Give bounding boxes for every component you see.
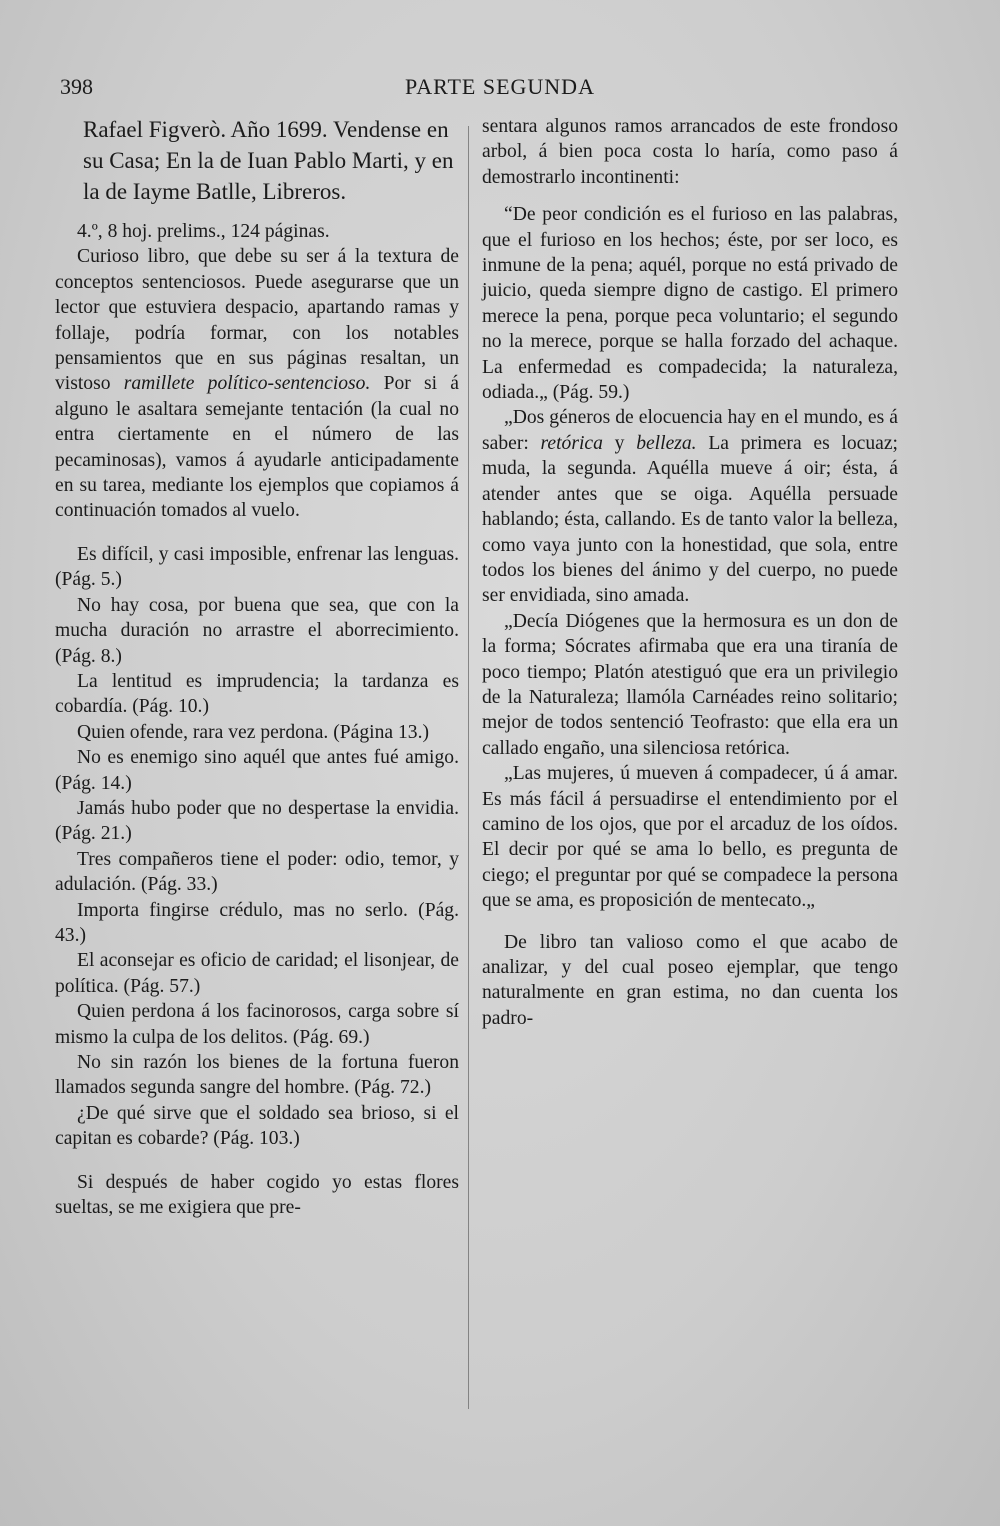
right-column xyxy=(482,114,898,1031)
aphorism: Importa fingirse crédulo, mas no serlo. (Pág. 43.) xyxy=(55,899,459,946)
aphorism: Jamás hubo poder que no despertase la envidia. (Pág. 21.) xyxy=(55,797,459,845)
aphorism-list xyxy=(55,542,459,1152)
quote-paragraph xyxy=(482,405,898,608)
column-divider xyxy=(468,126,469,1409)
quote-paragraph: „Las mujeres, ú mueven á compadecer, ú á amar. Es más fácil á persuadirse el entendimiento por el camino de los ojos, que por el arcaduz de los oídos. El decir por qué se ama lo bello, es pregunta de ciego; el preguntar por qué se compadece la persona que se ama, es proposición de mentecato.„ xyxy=(482,763,898,912)
aphorism: ¿De qué sirve que el soldado sea brioso, si el capitan es cobarde? (Pág. 103.) xyxy=(55,1102,459,1150)
commentary-text-1: Curioso libro, que debe su ser á la textura de conceptos sentenciosos. Puede asegurarse que un lector que estuviera despacio, apartando ramas y follaje, podría formar, con los notables pensamientos que en sus páginas resaltan, un vistoso xyxy=(55,246,459,395)
quote-paragraph: “De peor condición es el furioso en las palabras, que el furioso en los hechos; éste, por ser loco, es inmune de la pena; aquél, porque no está privado de juicio, queda siempre digno de castigo. El primero merece la pena, porque peca voluntario; el segundo no la merece, porque se halla forzado del achaque. La enfermedad es compadecida; la naturaleza, odiada.„ (Pág. 59.) xyxy=(482,204,898,404)
quote-text: „Dos géneros de elocuencia hay en el mundo, es á saber: xyxy=(482,407,898,454)
quote-paragraph: „Decía Diógenes que la hermosura es un don de la forma; Sócrates afirmaba que era una tiranía de poco tiempo; Platón atestiguó que era un privilegio de la Naturaleza; llamóla Carnéades reino solitario; mejor de todos sentenció Teofrasto: que ella era un callado engaño, una silenciosa retórica. xyxy=(482,610,898,759)
page-header xyxy=(60,74,940,104)
page-number: 398 xyxy=(60,74,93,99)
quote-italic: retórica xyxy=(540,432,603,454)
format-line: 4.º, 8 hoj. prelims., 124 páginas. xyxy=(77,221,330,242)
closing-left-paragraph: Si después de haber cogido yo estas flores sueltas, se me exigiera que pre- xyxy=(55,1171,459,1219)
commentary-italic: ramillete político-sentencioso. xyxy=(123,373,371,395)
quote-text: La primera es locuaz; muda, la segunda. Aquélla mueve á oir; ésta, á atender antes que se oiga. Aquélla persuade hablando; ésta, callando. Es de tanto valor la belleza, como vaya junto con la honestidad, que sola, entre todos los bienes del ánimo y del cuerpo, no puede ser envidiada, sino amada. xyxy=(482,432,899,607)
aphorism: Quien perdona á los facinorosos, carga sobre sí mismo la culpa de los delitos. (Pág. 69.) xyxy=(55,1001,459,1048)
aphorism: Quien ofende, rara vez perdona. (Página 13.) xyxy=(77,721,429,743)
aphorism: La lentitud es imprudencia; la tardanza es cobardía. (Pág. 10.) xyxy=(55,670,459,718)
aphorism: No sin razón los bienes de la fortuna fueron llamados segunda sangre del hombre. (Pág. 72.) xyxy=(55,1052,459,1099)
aphorism: No hay cosa, por buena que sea, que con la mucha duración no arrastre el aborrecimiento. (Pág. 8.) xyxy=(55,594,459,667)
quote-text: y xyxy=(602,432,637,454)
aphorism: Es difícil, y casi imposible, enfrenar las lenguas. (Pág. 5.) xyxy=(55,543,459,591)
aphorism: El aconsejar es oficio de caridad; el lisonjear, de política. (Pág. 57.) xyxy=(55,950,459,997)
aphorism: Tres compañeros tiene el poder: odio, temor, y adulación. (Pág. 33.) xyxy=(55,848,459,896)
quote-italic: belleza. xyxy=(636,432,697,454)
bibliographic-title: Rafael Figverò. Año 1699. Vendense en su Casa; En la de Iuan Pablo Marti, y en la de Iayme Batlle, Libreros. xyxy=(83,117,454,204)
closing-paragraph: De libro tan valioso como el que acabo de analizar, y del cual poseo ejemplar, que tengo naturalmente en gran estima, no dan cuenta los padro- xyxy=(482,931,898,1029)
aphorism: No es enemigo sino aquél que antes fué amigo. (Pág. 14.) xyxy=(55,747,459,794)
continuation-paragraph: sentara algunos ramos arrancados de este frondoso arbol, á bien poca costa lo haría, como paso á demostrarlo incontinenti: xyxy=(482,116,898,188)
commentary-paragraph xyxy=(55,244,459,523)
running-head: PARTE SEGUNDA xyxy=(405,74,595,99)
commentary-text-2: Por si á alguno le asaltara semejante tentación (la cual no entra ciertamente en el número de las pecaminosas), vamos á ayudarle anticipadamente en su tarea, mediante los ejemplos que copiamos á continuación tomados al vuelo. xyxy=(55,373,459,522)
left-column xyxy=(55,114,459,1220)
